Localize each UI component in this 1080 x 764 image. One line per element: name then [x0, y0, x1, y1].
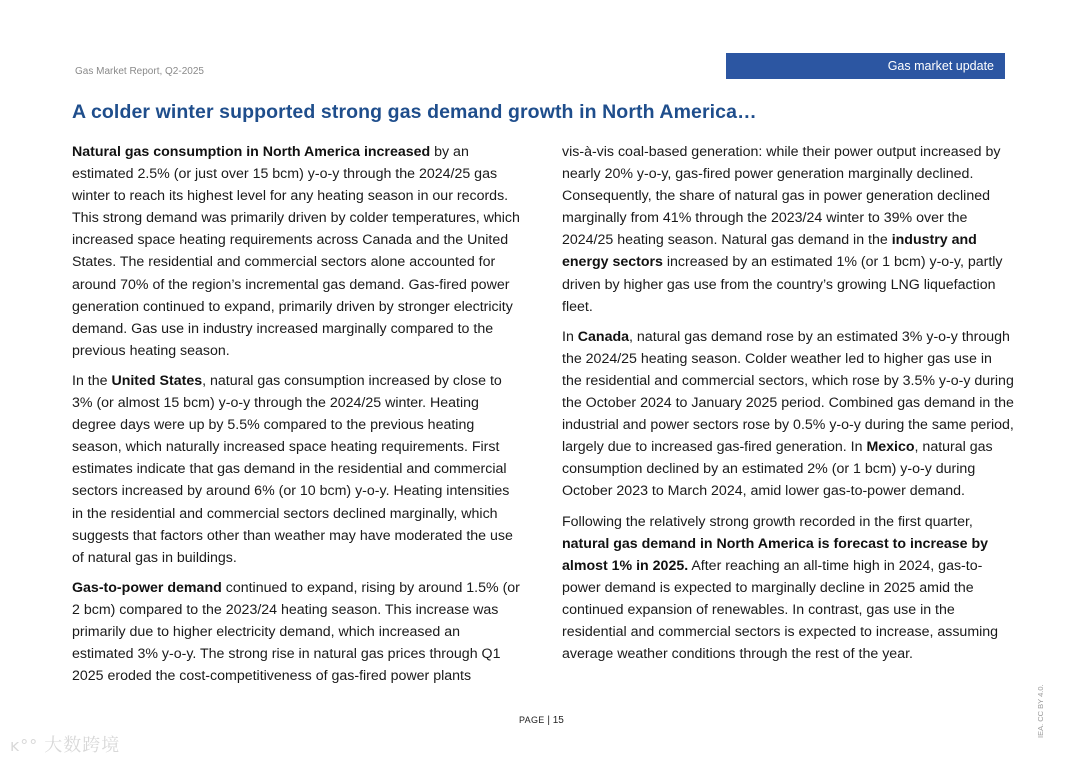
left-column [72, 141, 524, 695]
paragraph-coal-comparison [562, 141, 1014, 318]
bold-term: Canada [577, 328, 630, 345]
report-label: Gas Market Report, Q2-2025 [75, 66, 204, 77]
paragraph-text: After reaching an all-time high in 2024, gas-to-power demand is expected to marginally decline in 2025 amid the continued expansion of renewables. In contrast, gas use in the residential and commercial sectors is expected to increase, assuming average weather conditions through the rest of the year. [562, 557, 999, 663]
watermark-text: 大数跨境 [44, 735, 121, 756]
section-banner: Gas market update [726, 53, 1005, 79]
paragraph-text: continued to expand, rising by around 1.5% (or 2 bcm) compared to the 2023/24 heating season. This increase was primarily due to higher electricity demand, which increased an estimated 3% y-o-y. The strong rise in natural gas prices through Q1 2025 eroded the cost-competitiveness of gas-fired power plants [72, 579, 520, 685]
watermark-logo-icon: ᴋ°° [10, 736, 39, 755]
page-title: A colder winter supported strong gas demand growth in North America… [72, 101, 757, 123]
paragraph-text: , natural gas consumption increased by close to 3% (or almost 15 bcm) y-o-y through the 2024/25 winter. Heating degree days were up by 5.5% compared to the previous heating season, which naturally increased space heating requirements. First estimates indicate that gas demand in the residential and commercial sectors increased by around 6% (or 10 bcm) y-o-y. Heating intensities in the residential and commercial sectors declined marginally, which suggests that factors other than weather may have moderated the use of natural gas in buildings. [72, 372, 513, 566]
page-number-value: 15 [552, 715, 564, 726]
paragraph-canada-mexico [562, 326, 1014, 503]
paragraph-text: vis-à-vis coal-based generation: while their power output increased by nearly 20% y-o-y, gas-fired power generation marginally declined. Consequently, the share of natural gas in power generation declined marginally from 41% through the 2023/24 winter to 39% over the 2024/25 heating season. Natural gas demand in the [562, 144, 1001, 249]
right-column [562, 141, 1014, 673]
paragraph-text: , natural gas consumption declined by an estimated 2% (or 1 bcm) y-o-y during October 2023 to March 2024, amid lower gas-to-power demand. [562, 439, 993, 500]
paragraph-text: by an estimated 2.5% (or just over 15 bcm) y-o-y through the 2024/25 gas winter to reach its highest level for any heating season in our records. This strong demand was primarily driven by colder temperatures, which increased space heating requirements across Canada and the United States. The residential and commercial sectors alone accounted for around 70% of the region’s incremental gas demand. Gas-fired power generation continued to expand, primarily driven by stronger electricity demand. Gas use in industry increased marginally compared to the previous heating season. [72, 144, 520, 359]
paragraph-north-america [72, 141, 524, 362]
bold-term: United States [111, 372, 203, 389]
paragraph-forecast [562, 511, 1014, 666]
paragraph-text: In the [72, 372, 112, 389]
bold-term: industry and energy sectors [562, 232, 977, 271]
paragraph-gas-to-power [72, 577, 524, 687]
page-separator: | [544, 715, 553, 726]
paragraph-united-states [72, 370, 524, 569]
paragraph-text: In [562, 328, 578, 345]
license-text: IEA. CC BY 4.0. [1036, 684, 1045, 738]
watermark [10, 731, 120, 757]
bold-lead: Gas-to-power demand [72, 579, 222, 596]
paragraph-text: increased by an estimated 1% (or 1 bcm) y-o-y, partly driven by higher gas use from the country’s growing LNG liquefaction fleet. [562, 254, 1003, 315]
bold-term: natural gas demand in North America is forecast to increase by almost 1% in 2025. [562, 535, 989, 574]
page-number [519, 715, 564, 726]
paragraph-text: Following the relatively strong growth recorded in the first quarter, [562, 513, 973, 530]
paragraph-text: , natural gas demand rose by an estimated 3% y-o-y through the 2024/25 heating season. Colder weather led to higher gas use in the residential and commercial sectors, which rose by 3.5% y-o-y during the October 2024 to January 2025 period. Combined gas demand in the industrial and power sectors rose by 0.5% y-o-y during the same period, largely due to increased gas-fired generation. In [562, 328, 1014, 456]
bold-term: Mexico [866, 439, 915, 456]
bold-lead: Natural gas consumption in North America increased [72, 144, 431, 160]
page-label: PAGE [519, 715, 545, 725]
